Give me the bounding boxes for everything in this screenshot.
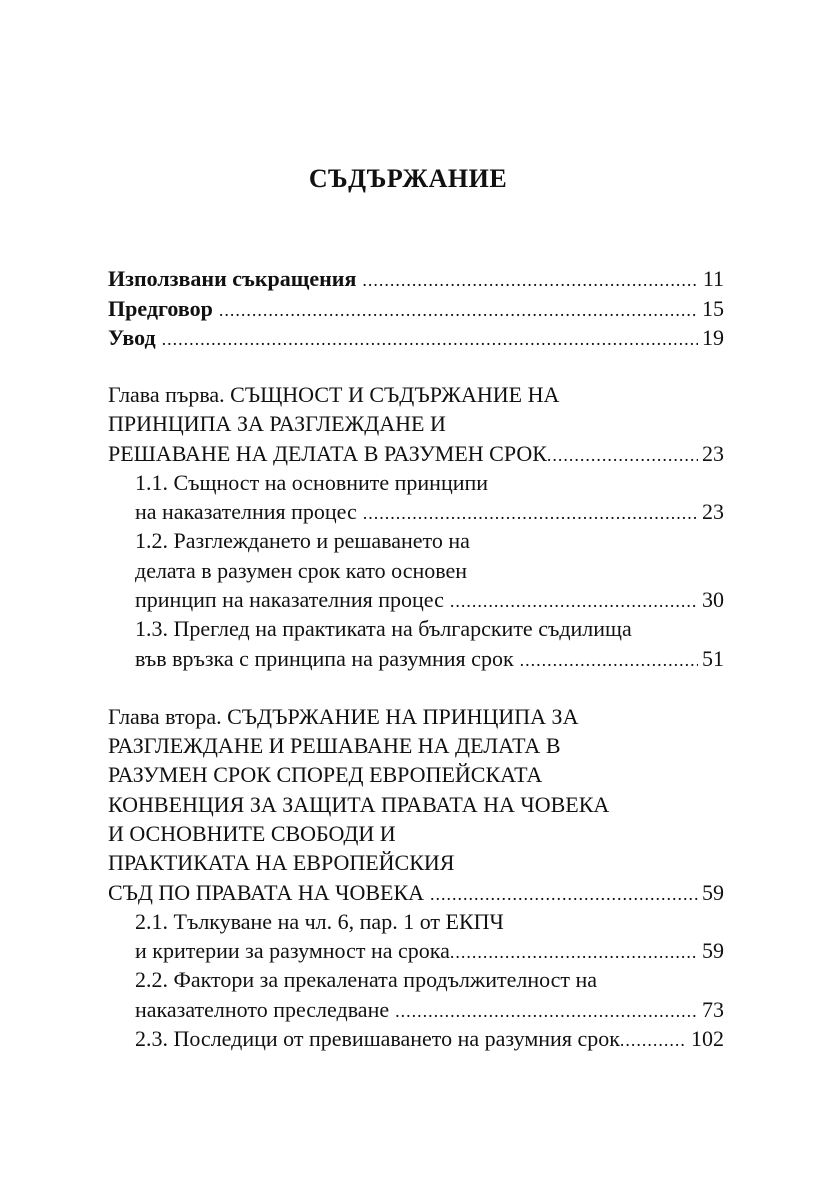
section-title-text: 1.2. Разглеждането и решаването на bbox=[135, 528, 470, 553]
chapter-2-heading-text: СЪД ПО ПРАВАТА НА ЧОВЕКА bbox=[108, 880, 425, 905]
chapter-1-heading-line[interactable] bbox=[108, 439, 724, 469]
toc-page-number: 23 bbox=[702, 441, 724, 466]
dot-leader bbox=[395, 996, 698, 1026]
section-title-text: 1.1. Същност на основните принципи bbox=[135, 470, 489, 495]
dot-leader bbox=[362, 265, 698, 295]
dot-leader bbox=[363, 498, 698, 528]
toc-page-number: 30 bbox=[702, 587, 724, 612]
toc-entry-label: Увод bbox=[108, 325, 156, 350]
chapter-2-heading-line[interactable] bbox=[108, 731, 724, 761]
section-title-text: 2.1. Тълкуване на чл. 6, пар. 1 от ЕКПЧ bbox=[135, 909, 504, 934]
chapter-2-heading-line[interactable] bbox=[108, 819, 724, 849]
section-title-text: във връзка с принципа на разумния срок bbox=[135, 646, 514, 671]
section-1-3-line[interactable] bbox=[135, 644, 724, 674]
toc-page-number: 59 bbox=[702, 880, 724, 905]
section-2-2-line[interactable] bbox=[135, 965, 724, 995]
dot-leader bbox=[620, 1025, 687, 1055]
chapter-1-heading-text: РЕШАВАНЕ НА ДЕЛАТА В РАЗУМЕН СРОК bbox=[108, 441, 547, 466]
chapter-2-heading-line[interactable] bbox=[108, 848, 724, 878]
section-1-1-line[interactable] bbox=[135, 468, 724, 498]
section-1-2-line[interactable] bbox=[135, 585, 724, 615]
dot-leader bbox=[219, 295, 698, 325]
chapter-2-heading-text: ПРАКТИКАТА НА ЕВРОПЕЙСКИЯ bbox=[108, 850, 455, 875]
toc-page-number: 11 bbox=[702, 266, 724, 291]
section-title-text: 2.3. Последици от превишаването на разумния срок bbox=[135, 1026, 620, 1051]
chapter-2-heading-line[interactable] bbox=[108, 878, 724, 908]
chapter-1-heading-line[interactable] bbox=[108, 380, 724, 410]
toc-entry-label: Използвани съкращения bbox=[108, 266, 357, 291]
page-title: СЪДЪРЖАНИЕ bbox=[308, 164, 508, 193]
dot-leader bbox=[450, 937, 698, 967]
section-title-text: делата в разумен срок като основен bbox=[135, 558, 468, 583]
toc-page-number: 23 bbox=[702, 499, 724, 524]
toc-page-number: 102 bbox=[691, 1026, 724, 1051]
section-title-text: и критерии за разумност на срока bbox=[135, 938, 450, 963]
section-title-text: наказателното преследване bbox=[135, 997, 390, 1022]
toc-entry-introduction[interactable] bbox=[108, 323, 724, 353]
chapter-2-heading-text: КОНВЕНЦИЯ ЗА ЗАЩИТА ПРАВАТА НА ЧОВЕКА bbox=[108, 792, 610, 817]
dot-leader bbox=[450, 586, 698, 616]
chapter-1-heading-line[interactable] bbox=[108, 409, 724, 439]
chapter-1-heading-text: ПРИНЦИПА ЗА РАЗГЛЕЖДАНЕ И bbox=[108, 411, 446, 436]
section-2-1-line[interactable] bbox=[135, 907, 724, 937]
section-1-1-line[interactable] bbox=[135, 497, 724, 527]
section-2-2-line[interactable] bbox=[135, 995, 724, 1025]
section-title-text: принцип на наказателния процес bbox=[135, 587, 444, 612]
toc-page-number: 73 bbox=[702, 997, 724, 1022]
chapter-2-heading-text: И ОСНОВНИТЕ СВОБОДИ И bbox=[108, 821, 396, 846]
toc-page-number: 59 bbox=[702, 938, 724, 963]
section-title-text: на наказателния процес bbox=[135, 499, 357, 524]
chapter-1-heading-text: Глава първа. СЪЩНОСТ И СЪДЪРЖАНИЕ НА bbox=[108, 382, 560, 407]
section-2-1-line[interactable] bbox=[135, 936, 724, 966]
dot-leader bbox=[547, 440, 698, 470]
section-title-text: 2.2. Фактори за прекалената продължителност на bbox=[135, 967, 598, 992]
toc-page-number: 19 bbox=[702, 325, 724, 350]
toc-page-number: 51 bbox=[702, 646, 724, 671]
chapter-2-heading-text: Глава втора. СЪДЪРЖАНИЕ НА ПРИНЦИПА ЗА bbox=[108, 704, 579, 729]
chapter-2-heading-line[interactable] bbox=[108, 790, 724, 820]
dot-leader bbox=[162, 324, 698, 354]
section-title-text: 1.3. Преглед на практиката на българските съдилища bbox=[135, 616, 632, 641]
section-2-3-line[interactable] bbox=[135, 1024, 724, 1054]
section-1-2-line[interactable] bbox=[135, 526, 724, 556]
chapter-2-heading-text: РАЗГЛЕЖДАНЕ И РЕШАВАНЕ НА ДЕЛАТА В bbox=[108, 733, 561, 758]
chapter-2-heading-text: РАЗУМЕН СРОК СПОРЕД ЕВРОПЕЙСКАТА bbox=[108, 762, 543, 787]
chapter-2-heading-line[interactable] bbox=[108, 702, 724, 732]
toc-page-number: 15 bbox=[702, 296, 724, 321]
chapter-2-heading-line[interactable] bbox=[108, 760, 724, 790]
dot-leader bbox=[520, 645, 698, 675]
section-1-3-line[interactable] bbox=[135, 614, 724, 644]
section-1-2-line[interactable] bbox=[135, 556, 724, 586]
toc-entry-abbreviations[interactable] bbox=[108, 264, 724, 294]
toc-entry-label: Предговор bbox=[108, 296, 213, 321]
toc-entry-preface[interactable] bbox=[108, 294, 724, 324]
dot-leader bbox=[430, 879, 698, 909]
